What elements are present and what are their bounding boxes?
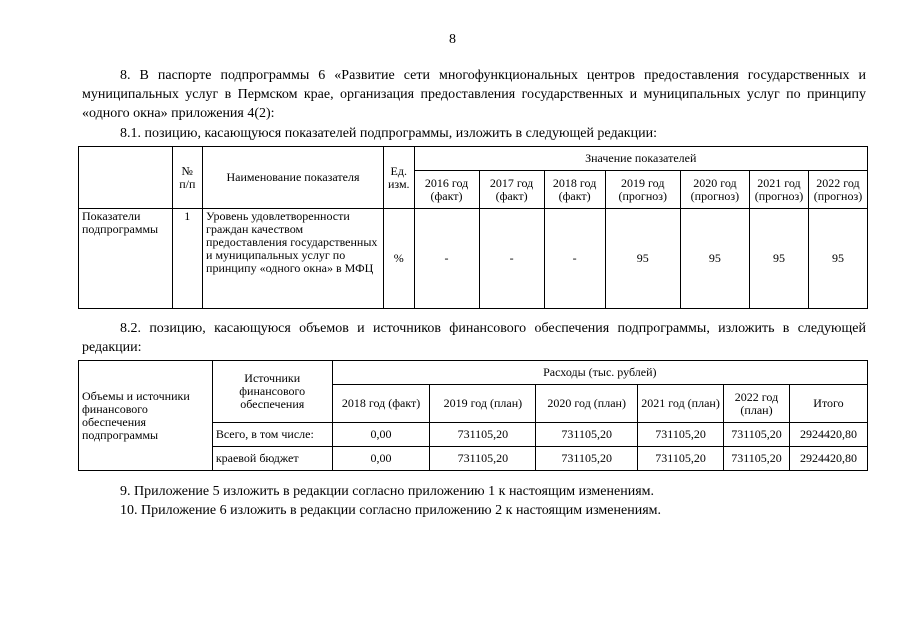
year-header: 2018 год (факт): [544, 171, 605, 209]
indicator-unit: %: [384, 209, 415, 309]
financing-value: 731105,20: [536, 423, 638, 447]
indicators-row-label: Показатели подпрограммы: [79, 209, 173, 309]
year-header: 2021 год (прогноз): [749, 171, 808, 209]
paragraph-9-text: 9. Приложение 5 изложить в редакции согласно приложению 1 к настоящим изменениям.: [120, 484, 654, 499]
paragraph-8: [82, 66, 866, 123]
paragraph-9: [82, 482, 866, 501]
year-header: 2016 год (факт): [414, 171, 479, 209]
financing-header-row: [79, 361, 868, 385]
financing-table: [78, 360, 868, 471]
financing-year-header: 2018 год (факт): [332, 385, 430, 423]
expenses-group-header: Расходы (тыс. рублей): [332, 361, 867, 385]
page-number: 8: [449, 32, 456, 47]
num-header: № п/п: [172, 147, 203, 209]
financing-value: 0,00: [332, 447, 430, 471]
name-header: Наименование показателя: [203, 147, 384, 209]
paragraph-8-text: 8. В паспорте подпрограммы 6 «Развитие сети многофункциональных центров предоставления государственных и муниципальных услуг в Пермском крае, организация предоставления государственных и муниципальных услуг по принципу «одного окна» приложения 4(2):: [82, 68, 866, 121]
indicator-value: 95: [808, 209, 867, 309]
financing-source-label: краевой бюджет: [212, 447, 332, 471]
indicator-row: [79, 209, 868, 309]
financing-value: 0,00: [332, 423, 430, 447]
paragraph-10-text: 10. Приложение 6 изложить в редакции согласно приложению 2 к настоящим изменениям.: [120, 503, 661, 518]
indicator-name: Уровень удовлетворенности граждан качеством предоставления государственных и муниципальных услуг по принципу «одного окна» в МФЦ: [203, 209, 384, 309]
indicator-value: -: [479, 209, 544, 309]
indicator-value: 95: [605, 209, 680, 309]
values-group-header: Значение показателей: [414, 147, 868, 171]
financing-value: 731105,20: [638, 423, 724, 447]
financing-year-header: 2020 год (план): [536, 385, 638, 423]
financing-row-label: Объемы и источники финансового обеспечения подпрограммы: [79, 361, 213, 471]
paragraph-8-1-text: 8.1. позицию, касающуюся показателей подпрограммы, изложить в следующей редакции:: [120, 126, 657, 141]
year-header: 2022 год (прогноз): [808, 171, 867, 209]
indicators-table: [78, 146, 868, 309]
source-header: Источники финансового обеспечения: [212, 361, 332, 423]
indicator-value: -: [414, 209, 479, 309]
financing-value: 731105,20: [724, 447, 790, 471]
indicators-corner-cell: [79, 147, 173, 209]
financing-total-header: Итого: [789, 385, 867, 423]
financing-year-header: 2022 год (план): [724, 385, 790, 423]
financing-value: 731105,20: [430, 423, 536, 447]
indicator-number: 1: [172, 209, 203, 309]
indicators-header-row: [79, 147, 868, 171]
financing-value: 731105,20: [724, 423, 790, 447]
financing-year-header: 2021 год (план): [638, 385, 724, 423]
paragraph-8-2-text: 8.2. позицию, касающуюся объемов и источников финансового обеспечения подпрограммы, изложить в следующей редакции:: [82, 321, 866, 355]
financing-source-label: Всего, в том числе:: [212, 423, 332, 447]
paragraph-8-1: [82, 124, 866, 143]
year-header: 2017 год (факт): [479, 171, 544, 209]
financing-value: 731105,20: [638, 447, 724, 471]
year-header: 2020 год (прогноз): [680, 171, 749, 209]
indicator-value: 95: [680, 209, 749, 309]
financing-value: 2924420,80: [789, 447, 867, 471]
financing-year-header: 2019 год (план): [430, 385, 536, 423]
financing-value: 731105,20: [536, 447, 638, 471]
unit-header: Ед. изм.: [384, 147, 415, 209]
financing-value: 2924420,80: [789, 423, 867, 447]
year-header: 2019 год (прогноз): [605, 171, 680, 209]
paragraph-10: [82, 501, 866, 520]
indicator-value: 95: [749, 209, 808, 309]
financing-value: 731105,20: [430, 447, 536, 471]
indicator-value: -: [544, 209, 605, 309]
paragraph-8-2: [82, 319, 866, 357]
